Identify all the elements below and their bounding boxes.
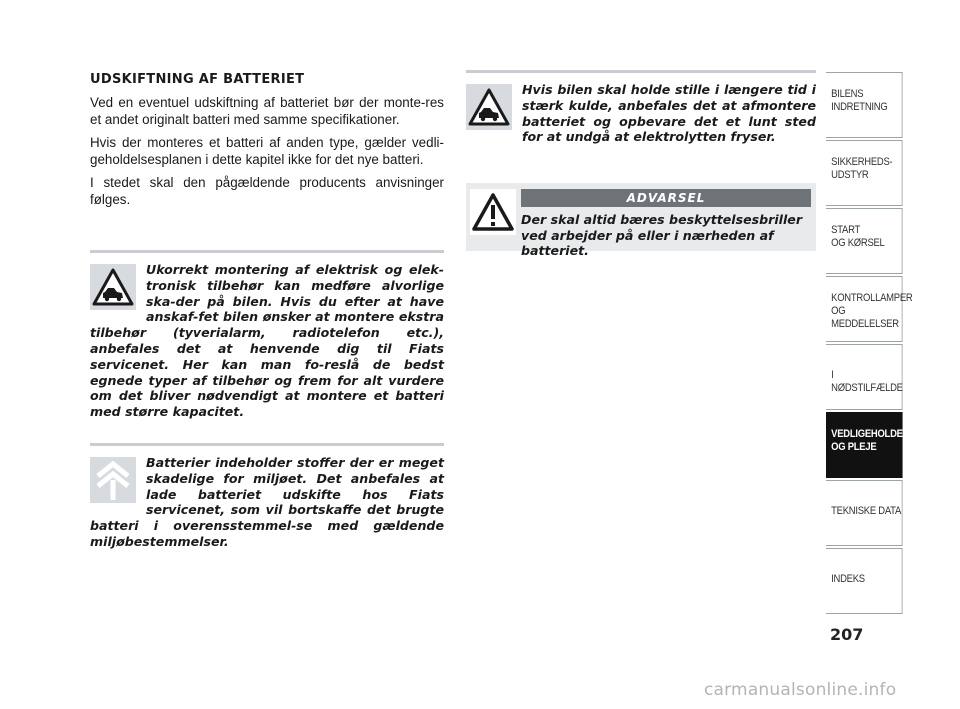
car-warning-icon: [466, 84, 512, 130]
chapter-tabs: [826, 72, 921, 618]
paragraph: Ved en eventuel udskiftning af batteriet bør der monte-res et andet originalt batteri med samme specifikationer.: [90, 95, 444, 127]
warning-block: [466, 183, 816, 259]
tab-label: KONTROLLAMPER: [831, 292, 913, 304]
tab-bilens-indretning[interactable]: [826, 72, 903, 138]
tab-label: INDEKS: [831, 573, 865, 585]
tab-label: SIKKERHEDS-: [831, 156, 893, 168]
warning-label: ADVARSEL: [521, 189, 811, 207]
note-environment: [90, 443, 444, 550]
note-cold: [466, 70, 816, 145]
section-heading: UDSKIFTNING AF BATTERIET: [90, 72, 305, 87]
note-text: Batterier indeholder stoffer der er meget skadelige for miljøet. Det anbefales at lade batteriet udskifte hos Fiats servicenet, som vil bortskaffe det brugte batteri i overensstemmel-se med gældende miljøbestemmelser.: [90, 455, 444, 549]
note-divider: [90, 250, 444, 253]
left-column: [90, 72, 444, 215]
note-divider: [90, 443, 444, 446]
tab-vedligeholdelse[interactable]: [826, 412, 921, 478]
warning-text: Der skal altid bæres beskyttelsesbriller ved arbejder på eller i nærheden af batteriet.: [521, 212, 803, 259]
tab-label: I NØDSTILFÆLDE: [831, 369, 903, 394]
tab-label: BILENS: [831, 88, 864, 100]
recycle-chevron-icon: [90, 457, 136, 503]
danger-triangle-icon: [470, 189, 516, 235]
tab-kontrollamper[interactable]: [826, 276, 913, 342]
tab-indeks[interactable]: [826, 548, 903, 614]
tab-sikkerhedsudstyr[interactable]: [826, 140, 903, 206]
note-text: Hvis bilen skal holde stille i længere tid i stærk kulde, anbefales det at afmontere batteriet og opbevare det et lunt sted for at undgå at elektrolytten fryser.: [522, 82, 816, 145]
page-number: 207: [830, 625, 864, 644]
tab-label: INDRETNING: [831, 101, 888, 113]
car-warning-icon: [90, 264, 136, 310]
tab-label: VEDLIGEHOLDELSE: [831, 428, 921, 440]
tab-label: OG KØRSEL: [831, 237, 885, 249]
watermark: carmanualsonline.info: [704, 680, 897, 700]
tab-label: TEKNISKE DATA: [831, 505, 902, 517]
paragraph: I stedet skal den pågældende producents anvisninger følges.: [90, 175, 444, 207]
tab-start-og-korsel[interactable]: [826, 208, 903, 274]
note-installation: [90, 250, 444, 420]
tab-label: OG MEDDELELSER: [831, 305, 899, 330]
tab-tekniske-data[interactable]: [826, 480, 903, 546]
tab-nodstilfaelde[interactable]: [826, 344, 903, 410]
note-divider: [466, 70, 816, 73]
tab-label: UDSTYR: [831, 169, 869, 181]
tab-label: START: [831, 224, 861, 236]
note-text: Ukorrekt montering af elektrisk og elek-tronisk tilbehør kan medføre alvorlige ska-der på bilen. Hvis du efter at have anskaf-fet bilen ønsker at montere ekstra tilbehør (tyverialarm, radiotelefon etc.), anbefales det at henvende dig til Fiats servicenet. Her kan man fo-reslå de bedst egnede typer af tilbehør og frem for alt vurdere om det bliver nødvendigt at montere et batteri med større kapacitet.: [90, 262, 444, 420]
tab-label: OG PLEJE: [831, 441, 877, 453]
paragraph: Hvis der monteres et batteri af anden type, gælder vedli-geholdelsesplanen i dette kapitel ikke for det nye batteri.: [90, 135, 444, 167]
